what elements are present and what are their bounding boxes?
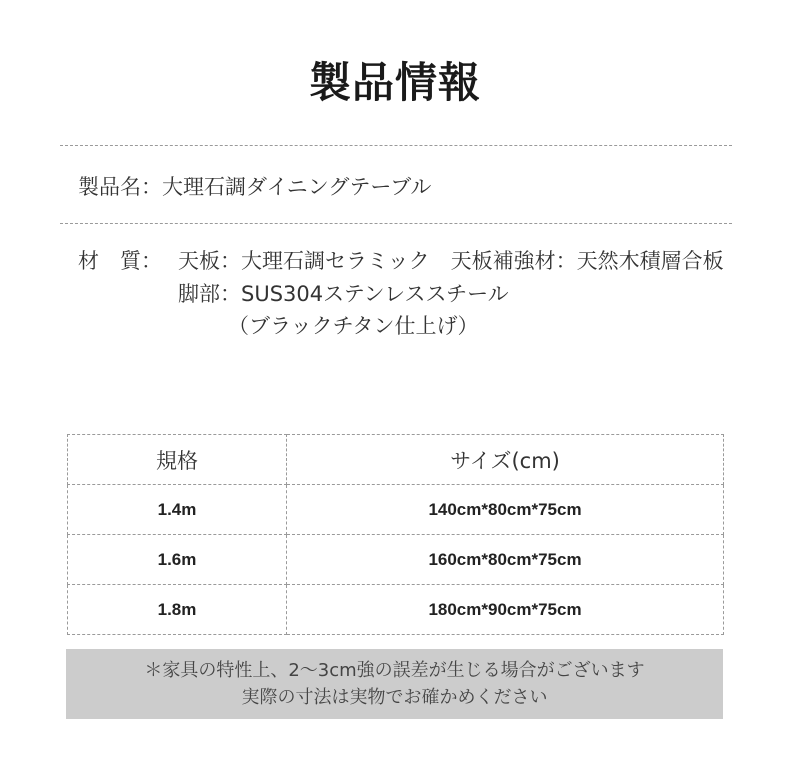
- material-line-legs: 脚部：SUS304ステンレススチール: [178, 282, 509, 306]
- divider-top: [60, 145, 732, 146]
- product-name-value: 大理石調ダイニングテーブル: [162, 175, 432, 199]
- row-size: 140cm*80cm*75cm: [287, 485, 724, 535]
- table-row: [68, 585, 724, 635]
- page-title: 製品情報: [308, 58, 481, 107]
- row-size: 160cm*80cm*75cm: [287, 535, 724, 585]
- header-spec: 規格: [68, 435, 287, 485]
- product-name-row: [78, 171, 431, 201]
- material-line-top: 天板：大理石調セラミック 天板補強材：天然木積層合板: [178, 249, 724, 273]
- product-name-label: 製品名：: [78, 175, 162, 199]
- note-line-1: ＊家具の特性上、2～3cm強の誤差が生じる場合がございます: [144, 660, 645, 681]
- table-row: [68, 535, 724, 585]
- table-header-row: [68, 435, 724, 485]
- row-spec: 1.4m: [68, 485, 287, 535]
- material-line-finish: （ブラックチタン仕上げ）: [228, 314, 479, 338]
- divider-middle: [60, 223, 732, 224]
- row-spec: 1.6m: [68, 535, 287, 585]
- header-size: サイズ(cm): [287, 435, 724, 485]
- row-spec: 1.8m: [68, 585, 287, 635]
- note-box: [66, 649, 723, 719]
- note-line-2: 実際の寸法は実物でお確かめください: [241, 687, 548, 708]
- row-size: 180cm*90cm*75cm: [287, 585, 724, 635]
- table-row: [68, 485, 724, 535]
- material-label: 材 質：: [78, 249, 162, 273]
- size-table: [67, 434, 724, 635]
